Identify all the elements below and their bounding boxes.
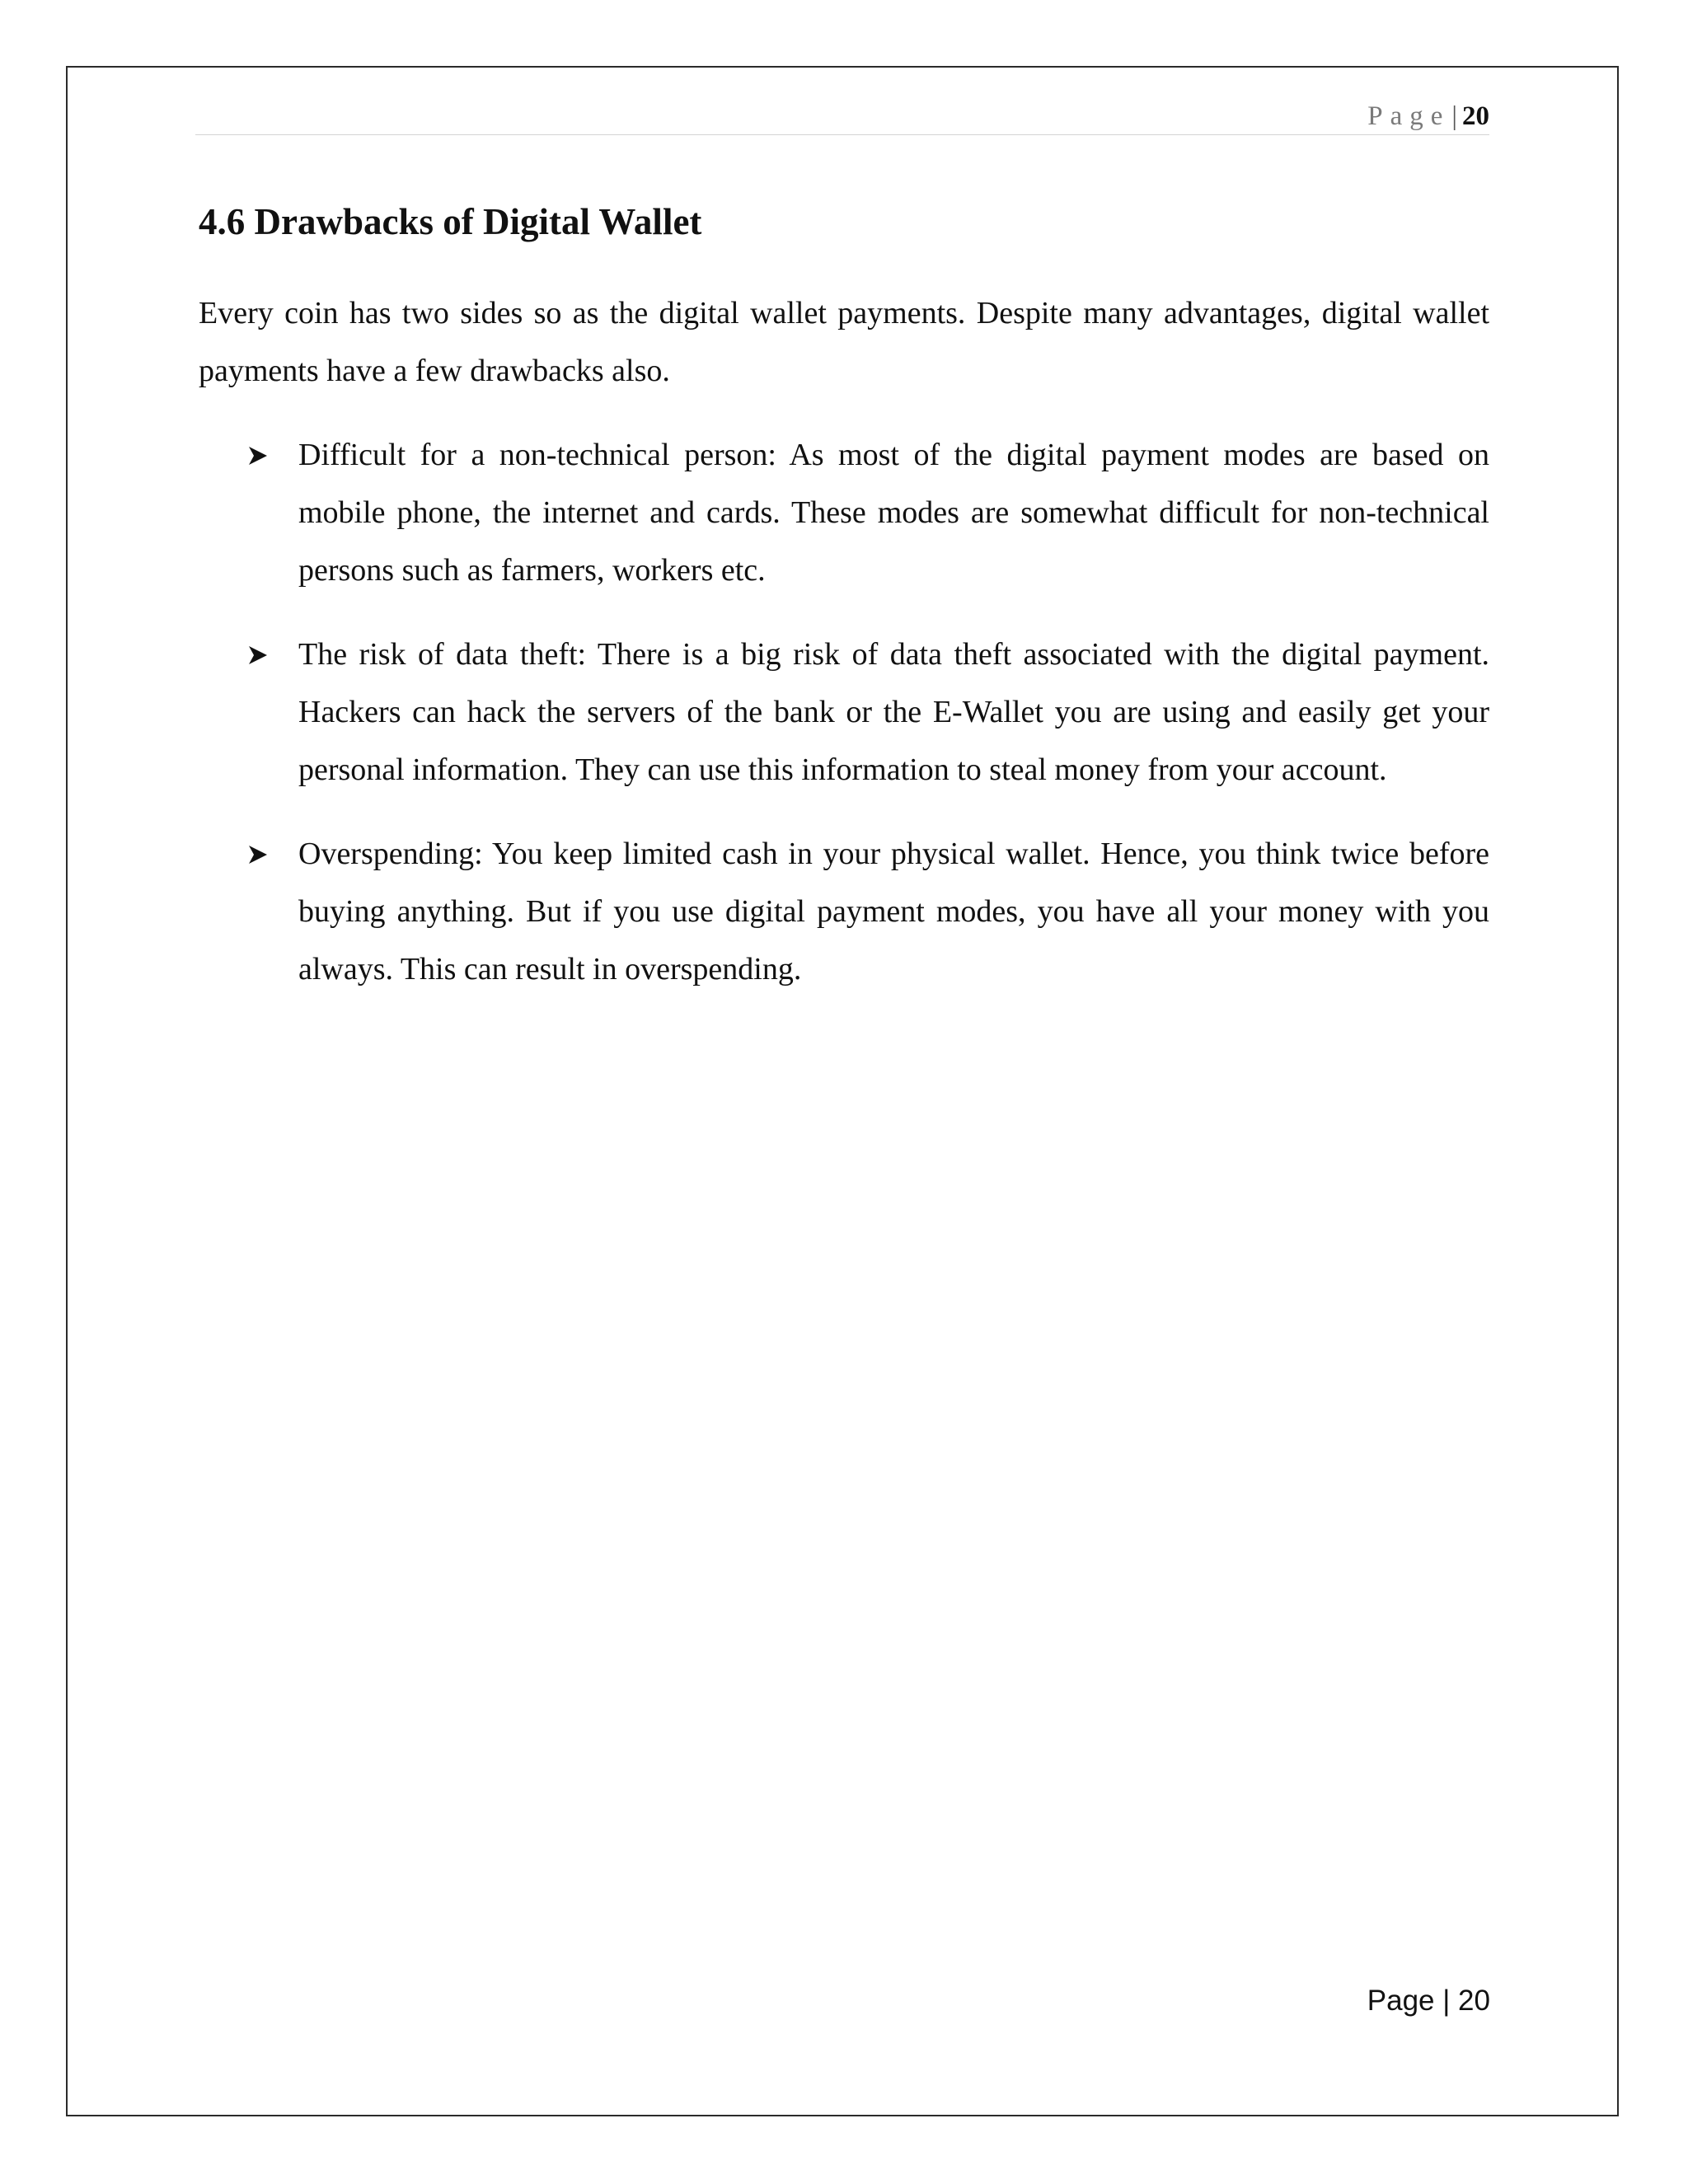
list-item-text: Overspending: You keep limited cash in your physical wallet. Hence, you think twice before buying anything. But if you use digital payment modes, you have all your money with you always. This can result in overspending. bbox=[298, 837, 1489, 987]
section-title: 4.6 Drawbacks of Digital Wallet bbox=[199, 201, 702, 242]
list-item-text: Difficult for a non-technical person: As most of the digital payment modes are based on mobile phone, the internet and cards. These modes are somewhat difficult for non-technical persons such as farmers, workers etc. bbox=[298, 438, 1489, 588]
list-item bbox=[199, 626, 1489, 799]
arrow-bullet-icon bbox=[248, 446, 268, 466]
list-item bbox=[199, 426, 1489, 599]
footer-page-number: Page | 20 bbox=[1367, 1985, 1490, 2017]
arrow-bullet-icon bbox=[248, 645, 268, 665]
header-separator: | bbox=[1451, 101, 1457, 131]
list-item bbox=[199, 825, 1489, 998]
page-header bbox=[195, 97, 1489, 135]
intro-paragraph: Every coin has two sides so as the digital wallet payments. Despite many advantages, digital wallet payments have a few drawbacks also. bbox=[199, 296, 1489, 388]
header-number: 20 bbox=[1462, 101, 1489, 131]
drawbacks-list bbox=[199, 426, 1489, 1024]
header-page-number bbox=[1367, 97, 1489, 135]
arrow-bullet-icon bbox=[248, 845, 268, 865]
list-item-text: The risk of data theft: There is a big risk of data theft associated with the digital payment. Hackers can hack the servers of the bank or the E-Wallet you are using and easily get your personal information. They can use this information to steal money from your account. bbox=[298, 637, 1489, 787]
header-page-word: Page bbox=[1367, 101, 1451, 131]
